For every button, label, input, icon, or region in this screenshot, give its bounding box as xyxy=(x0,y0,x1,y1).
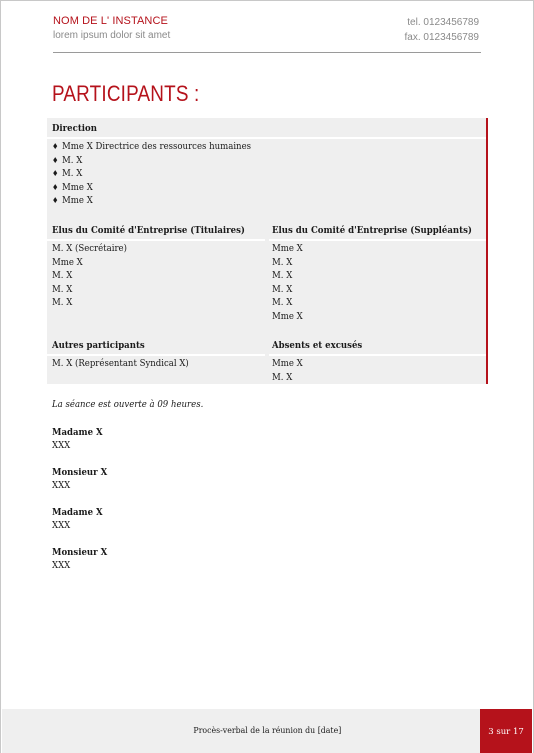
list-item: ♦ Mme X Directrice des ressources humaines xyxy=(52,141,252,152)
diamond-bullet-icon: ♦ xyxy=(52,142,59,151)
absents-heading: Absents et excusés xyxy=(272,340,363,351)
list-item: ♦ Mme X xyxy=(52,195,93,206)
autres-participants-list xyxy=(52,357,204,371)
elus-titulaires-list xyxy=(52,242,135,310)
speaker-name: Madame X xyxy=(52,427,103,438)
list-item: ♦ M. X xyxy=(52,168,83,179)
direction-heading: Direction xyxy=(52,123,97,134)
list-item: M. X xyxy=(272,270,293,281)
speaker-name: Madame X xyxy=(52,507,103,518)
instance-name: NOM DE L' INSTANCE xyxy=(53,15,168,27)
elus-titulaires-divider xyxy=(47,239,265,241)
list-item: Mme X xyxy=(272,243,303,254)
speaker-block xyxy=(52,466,113,492)
speaker-block xyxy=(52,506,108,532)
autres-participants-heading: Autres participants xyxy=(52,340,145,351)
absents-divider xyxy=(269,354,486,356)
footer-text: Procès-verbal de la réunion du [date] xyxy=(193,726,341,736)
speaker-text: XXX xyxy=(52,480,71,491)
elus-suppleants-divider xyxy=(269,239,486,241)
list-item: Mme X xyxy=(272,310,303,322)
page-title: PARTICIPANTS : xyxy=(52,81,200,106)
speaker-block xyxy=(52,546,113,572)
speaker-name: Monsieur X xyxy=(52,467,108,478)
header-tel: tel. 0123456789 xyxy=(407,17,479,28)
header-left xyxy=(53,15,170,41)
direction-divider xyxy=(47,137,486,139)
speaker-name: Monsieur X xyxy=(52,547,108,558)
speaker-text: XXX xyxy=(52,520,71,531)
diamond-bullet-icon: ♦ xyxy=(52,155,59,165)
direction-list xyxy=(52,140,273,208)
speaker-text: XXX xyxy=(52,560,71,571)
session-opening-text: La séance est ouverte à 09 heures. xyxy=(52,399,204,410)
list-item: M. X (Représentant Syndical X) xyxy=(52,358,189,369)
header-fax: fax. 0123456789 xyxy=(404,32,479,43)
list-item: M. X xyxy=(272,283,293,295)
list-item: ♦ M. X xyxy=(52,154,83,166)
list-item: ♦ Mme X xyxy=(52,181,93,193)
diamond-bullet-icon: ♦ xyxy=(52,196,59,205)
diamond-bullet-icon: ♦ xyxy=(52,169,59,178)
list-item: M. X xyxy=(272,256,293,268)
list-item: M. X xyxy=(52,283,73,295)
header-contact xyxy=(404,15,479,45)
speaker-block xyxy=(52,426,108,452)
page-number-badge: 3 sur 17 xyxy=(480,709,532,753)
list-item: M. X xyxy=(272,371,293,383)
autres-divider xyxy=(47,354,265,356)
list-item: M. X (Secrétaire) xyxy=(52,243,127,254)
list-item: M. X xyxy=(52,270,73,281)
absents-list xyxy=(272,357,306,384)
list-item: M. X xyxy=(272,297,293,308)
header-divider xyxy=(53,52,481,53)
list-item: Mme X xyxy=(52,256,83,268)
elus-suppleants-heading: Elus du Comité d'Entreprise (Suppléants) xyxy=(272,225,472,236)
list-item: M. X xyxy=(52,297,73,308)
speaker-text: XXX xyxy=(52,440,71,451)
diamond-bullet-icon: ♦ xyxy=(52,182,59,192)
elus-titulaires-heading: Elus du Comité d'Entreprise (Titulaires) xyxy=(52,225,245,236)
elus-suppleants-list xyxy=(272,242,306,323)
list-item: Mme X xyxy=(272,358,303,369)
header-tagline: lorem ipsum dolor sit amet xyxy=(53,30,171,41)
